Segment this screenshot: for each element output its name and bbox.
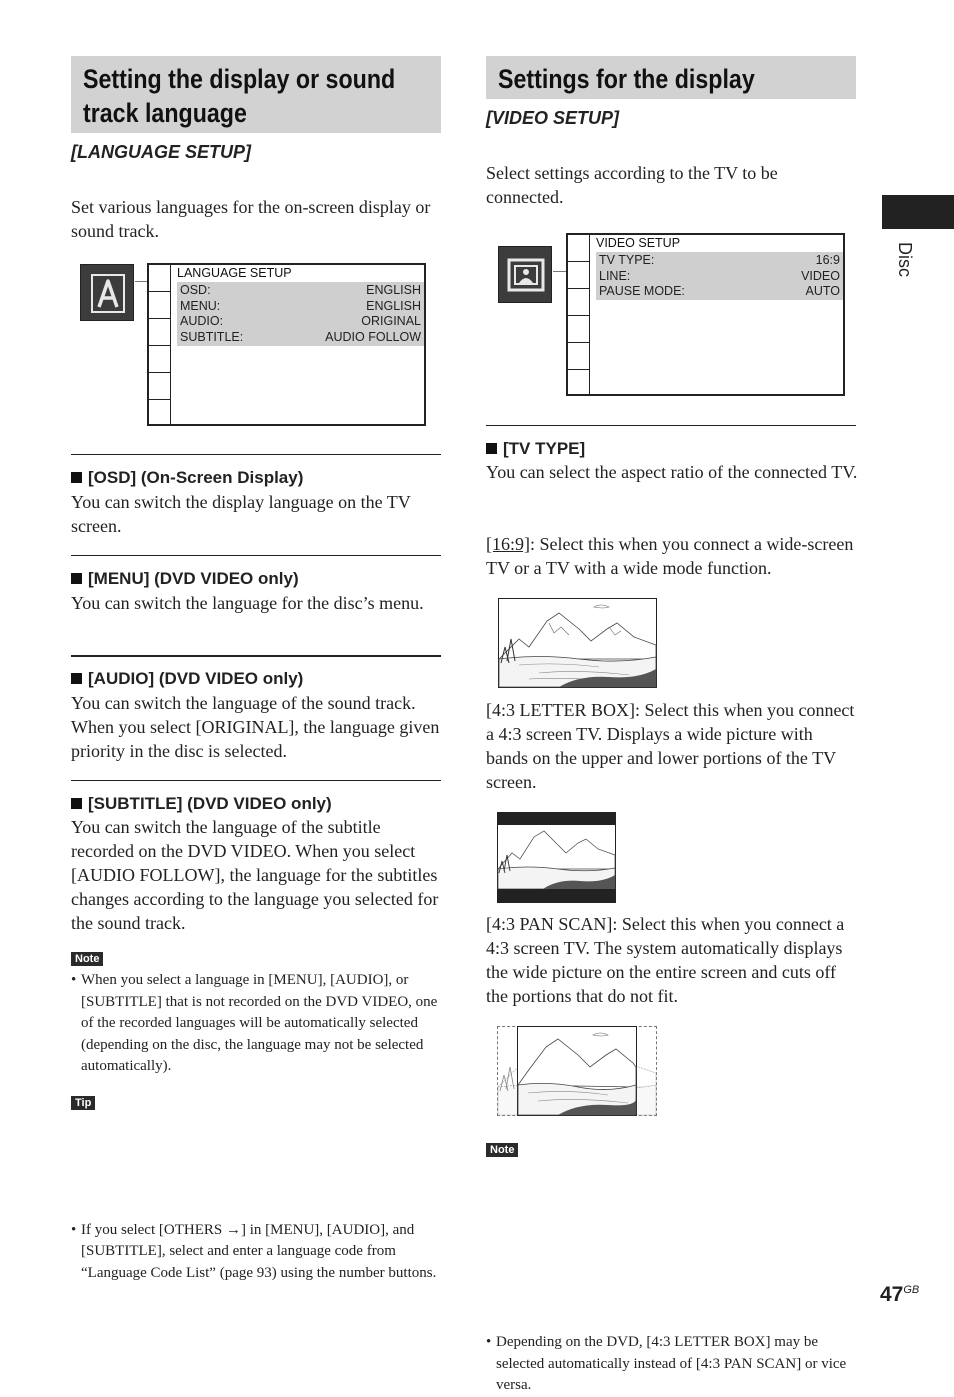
- option-letterbox-text: [4:3 LETTER BOX]: Select this when you connect a 4:3 screen TV. Displays a wide picture with bands on the upper and lower portions of the TV screen.: [486, 700, 855, 792]
- osd-section-text: You can switch the display language on the TV screen.: [71, 492, 411, 536]
- tv-type-text: You can select the aspect ratio of the connected TV.: [486, 462, 858, 482]
- section-divider: [71, 555, 441, 556]
- subtitle-section-text: You can switch the language of the subtitle recorded on the DVD VIDEO. When you select [AUDIO FOLLOW], the language for the subtitles changes according to the language you selected for the sound track.: [71, 817, 439, 933]
- left-note-badge: Note: [71, 952, 103, 966]
- panscan-cropped-landscape-icon: [518, 1027, 636, 1115]
- video-setup-menu: [566, 233, 845, 396]
- page-number: $47^{GB}$: [880, 1283, 920, 1306]
- square-bullet-icon: [71, 798, 82, 809]
- language-menu-row[interactable]: SUBTITLE: AUDIO FOLLOW: [180, 329, 421, 344]
- right-arrow-icon: →: [225, 1221, 241, 1238]
- left-title-box: [71, 56, 441, 133]
- wide-screen-illustration: [498, 598, 657, 688]
- language-menu-row[interactable]: OSD: ENGLISH: [180, 283, 421, 297]
- language-menu-side-strip: [149, 265, 171, 424]
- letterbox-landscape-icon: [498, 813, 615, 902]
- menu-section-text: You can switch the language for the disc’s menu.: [71, 593, 424, 613]
- right-note-text: • Depending on the DVD, [4:3 LETTER BOX] may be selected automatically instead of [4:3 PAN SCAN] or vice versa.: [486, 1332, 856, 1397]
- letter-a-icon: [81, 265, 135, 322]
- video-menu-row[interactable]: TV TYPE: 16:9: [599, 253, 840, 267]
- language-menu-title: LANGUAGE SETUP: [177, 266, 292, 280]
- section-divider: [71, 780, 441, 781]
- section-divider: [486, 425, 856, 426]
- picture-frame-icon: [499, 247, 553, 304]
- video-menu-row[interactable]: PAUSE MODE: AUTO: [599, 284, 840, 298]
- square-bullet-icon: [71, 573, 82, 584]
- option-16-9-label: [16:9]: [486, 534, 530, 554]
- left-intro: Set various languages for the on-screen display or sound track.: [71, 197, 431, 241]
- right-note-badge: Note: [486, 1143, 518, 1157]
- language-setup-icon: [80, 264, 134, 321]
- video-menu-rows: [596, 252, 843, 300]
- left-page-title: Setting the display or sound track language: [83, 64, 396, 128]
- square-bullet-icon: [71, 673, 82, 684]
- tip-badge: Tip: [71, 1096, 95, 1110]
- video-setup-label: [VIDEO SETUP]: [486, 108, 620, 128]
- language-menu-row[interactable]: MENU: ENGLISH: [180, 298, 421, 313]
- landscape-icon: [499, 599, 656, 687]
- language-setup-label: [LANGUAGE SETUP]: [71, 142, 251, 162]
- option-16-9-text: [16:9]: Select this when you connect a wide-screen TV or a TV with a wide mode function.: [486, 534, 854, 578]
- subtitle-section-heading: [SUBTITLE] (DVD VIDEO only): [71, 793, 332, 815]
- page-suffix: GB: [903, 1284, 920, 1296]
- video-menu-title: VIDEO SETUP: [596, 236, 681, 250]
- menu-section-heading: [MENU] (DVD VIDEO only): [71, 568, 299, 590]
- language-menu-row[interactable]: AUDIO: ORIGINAL: [180, 314, 421, 328]
- right-title-box: [486, 56, 856, 99]
- option-panscan-text: [4:3 PAN SCAN]: Select this when you connect a 4:3 screen TV. The system automatically displays the wide picture on the entire screen and cuts off the portions that do not fit.: [486, 914, 845, 1006]
- left-note-text: • When you select a language in [MENU], [AUDIO], or [SUBTITLE] that is not recorded on the DVD VIDEO, one of the recorded languages will be automatically selected (depending on the disc, the language may not be selected automatically).: [71, 970, 439, 1078]
- section-divider: [71, 454, 441, 455]
- video-menu-row[interactable]: LINE: VIDEO: [599, 268, 840, 283]
- section-divider: [71, 655, 441, 657]
- video-setup-icon: [498, 246, 552, 303]
- audio-section-text: You can switch the language of the sound track. When you select [ORIGINAL], the language given priority in the disc is selected.: [71, 693, 440, 761]
- square-bullet-icon: [486, 443, 497, 454]
- letterbox-illustration: [497, 812, 616, 903]
- side-tab-marker: [882, 195, 954, 229]
- panscan-visible-frame: [517, 1026, 637, 1116]
- right-intro: Select settings according to the TV to be connected.: [486, 163, 778, 207]
- tv-type-heading: [TV TYPE]: [486, 438, 585, 460]
- audio-section-heading: [AUDIO] (DVD VIDEO only): [71, 668, 303, 690]
- tip-text: • If you select [OTHERS →] in [MENU], [AUDIO], and [SUBTITLE], select and enter a language code from “Language Code List” (page 93) using the number buttons.: [71, 1220, 439, 1285]
- language-menu-rows: [177, 282, 424, 346]
- square-bullet-icon: [71, 472, 82, 483]
- video-menu-side-strip: [568, 235, 590, 394]
- right-page-title: Settings for the display: [498, 64, 755, 94]
- side-tab-label: Disc: [895, 242, 915, 277]
- language-setup-menu: [147, 263, 426, 426]
- osd-section-heading: [OSD] (On-Screen Display): [71, 467, 303, 489]
